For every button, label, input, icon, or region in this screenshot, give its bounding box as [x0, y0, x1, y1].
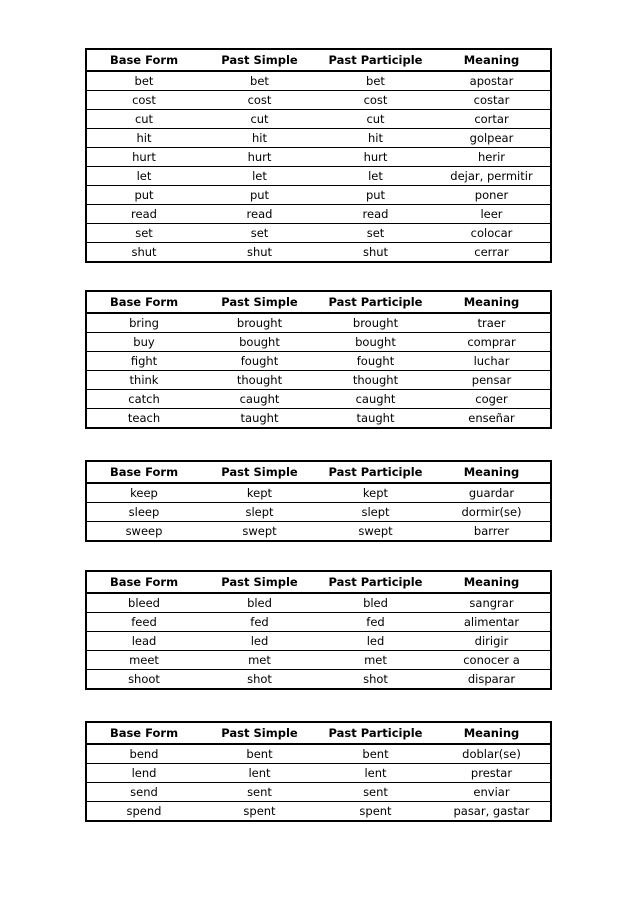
table-row	[86, 129, 551, 148]
header-past-participle: Past Participle	[318, 49, 433, 71]
meaning-cell: costar	[433, 91, 551, 110]
table-row	[86, 205, 551, 224]
meaning-cell: conocer a	[433, 651, 551, 670]
header-past-simple: Past Simple	[201, 49, 318, 71]
meaning-cell: enviar	[433, 783, 551, 802]
past-simple-cell: spent	[201, 802, 318, 822]
past-participle-cell: thought	[318, 371, 433, 390]
base-form-cell: cut	[86, 110, 201, 129]
table-row	[86, 632, 551, 651]
past-participle-cell: put	[318, 186, 433, 205]
past-participle-cell: sent	[318, 783, 433, 802]
past-participle-cell: hurt	[318, 148, 433, 167]
base-form-cell: set	[86, 224, 201, 243]
base-form-cell: spend	[86, 802, 201, 822]
past-participle-cell: met	[318, 651, 433, 670]
table-row	[86, 409, 551, 429]
header-meaning: Meaning	[433, 49, 551, 71]
past-participle-cell: set	[318, 224, 433, 243]
header-row	[86, 722, 551, 744]
past-simple-cell: sent	[201, 783, 318, 802]
base-form-cell: bend	[86, 744, 201, 764]
table-row	[86, 167, 551, 186]
header-base-form: Base Form	[86, 291, 201, 313]
past-simple-cell: put	[201, 186, 318, 205]
base-form-cell: teach	[86, 409, 201, 429]
header-meaning: Meaning	[433, 461, 551, 483]
meaning-cell: dormir(se)	[433, 503, 551, 522]
meaning-cell: coger	[433, 390, 551, 409]
header-past-simple: Past Simple	[201, 291, 318, 313]
past-simple-cell: thought	[201, 371, 318, 390]
meaning-cell: apostar	[433, 71, 551, 91]
table-row	[86, 613, 551, 632]
meaning-cell: guardar	[433, 483, 551, 503]
past-participle-cell: spent	[318, 802, 433, 822]
header-meaning: Meaning	[433, 722, 551, 744]
past-simple-cell: lent	[201, 764, 318, 783]
base-form-cell: send	[86, 783, 201, 802]
header-past-participle: Past Participle	[318, 461, 433, 483]
table-row	[86, 390, 551, 409]
base-form-cell: shut	[86, 243, 201, 263]
base-form-cell: let	[86, 167, 201, 186]
table-row	[86, 352, 551, 371]
meaning-cell: enseñar	[433, 409, 551, 429]
table-row	[86, 371, 551, 390]
base-form-cell: think	[86, 371, 201, 390]
base-form-cell: bet	[86, 71, 201, 91]
header-meaning: Meaning	[433, 291, 551, 313]
meaning-cell: prestar	[433, 764, 551, 783]
past-participle-cell: cost	[318, 91, 433, 110]
past-simple-cell: shot	[201, 670, 318, 690]
header-past-participle: Past Participle	[318, 571, 433, 593]
past-participle-cell: fought	[318, 352, 433, 371]
meaning-cell: disparar	[433, 670, 551, 690]
header-meaning: Meaning	[433, 571, 551, 593]
verb-table-1	[85, 48, 552, 263]
past-participle-cell: bled	[318, 593, 433, 613]
past-simple-cell: kept	[201, 483, 318, 503]
header-base-form: Base Form	[86, 722, 201, 744]
past-simple-cell: cut	[201, 110, 318, 129]
base-form-cell: feed	[86, 613, 201, 632]
base-form-cell: sweep	[86, 522, 201, 542]
base-form-cell: keep	[86, 483, 201, 503]
past-simple-cell: hit	[201, 129, 318, 148]
meaning-cell: alimentar	[433, 613, 551, 632]
table-row	[86, 522, 551, 542]
table-row	[86, 783, 551, 802]
past-simple-cell: bled	[201, 593, 318, 613]
past-participle-cell: bought	[318, 333, 433, 352]
past-simple-cell: slept	[201, 503, 318, 522]
meaning-cell: traer	[433, 313, 551, 333]
meaning-cell: luchar	[433, 352, 551, 371]
header-row	[86, 461, 551, 483]
past-participle-cell: cut	[318, 110, 433, 129]
base-form-cell: lead	[86, 632, 201, 651]
past-simple-cell: caught	[201, 390, 318, 409]
past-participle-cell: fed	[318, 613, 433, 632]
table-row	[86, 593, 551, 613]
base-form-cell: catch	[86, 390, 201, 409]
table-row	[86, 243, 551, 263]
meaning-cell: herir	[433, 148, 551, 167]
table-row	[86, 670, 551, 690]
base-form-cell: cost	[86, 91, 201, 110]
table-row	[86, 333, 551, 352]
base-form-cell: sleep	[86, 503, 201, 522]
base-form-cell: shoot	[86, 670, 201, 690]
header-past-simple: Past Simple	[201, 571, 318, 593]
past-participle-cell: bet	[318, 71, 433, 91]
table-row	[86, 802, 551, 822]
meaning-cell: pensar	[433, 371, 551, 390]
past-participle-cell: shut	[318, 243, 433, 263]
header-base-form: Base Form	[86, 49, 201, 71]
past-participle-cell: read	[318, 205, 433, 224]
past-participle-cell: slept	[318, 503, 433, 522]
table-row	[86, 71, 551, 91]
header-past-participle: Past Participle	[318, 291, 433, 313]
table-row	[86, 91, 551, 110]
table-row	[86, 313, 551, 333]
table-row	[86, 110, 551, 129]
base-form-cell: hurt	[86, 148, 201, 167]
base-form-cell: read	[86, 205, 201, 224]
meaning-cell: sangrar	[433, 593, 551, 613]
header-past-participle: Past Participle	[318, 722, 433, 744]
past-participle-cell: let	[318, 167, 433, 186]
past-participle-cell: hit	[318, 129, 433, 148]
past-participle-cell: lent	[318, 764, 433, 783]
meaning-cell: dirigir	[433, 632, 551, 651]
past-participle-cell: shot	[318, 670, 433, 690]
header-row	[86, 291, 551, 313]
verb-table-2	[85, 290, 552, 429]
base-form-cell: hit	[86, 129, 201, 148]
base-form-cell: bring	[86, 313, 201, 333]
past-simple-cell: swept	[201, 522, 318, 542]
past-simple-cell: fed	[201, 613, 318, 632]
past-participle-cell: brought	[318, 313, 433, 333]
past-simple-cell: set	[201, 224, 318, 243]
meaning-cell: poner	[433, 186, 551, 205]
table-row	[86, 764, 551, 783]
past-simple-cell: shut	[201, 243, 318, 263]
past-participle-cell: swept	[318, 522, 433, 542]
table-row	[86, 224, 551, 243]
meaning-cell: cerrar	[433, 243, 551, 263]
table-row	[86, 744, 551, 764]
past-participle-cell: kept	[318, 483, 433, 503]
meaning-cell: barrer	[433, 522, 551, 542]
meaning-cell: dejar, permitir	[433, 167, 551, 186]
meaning-cell: pasar, gastar	[433, 802, 551, 822]
base-form-cell: bleed	[86, 593, 201, 613]
past-simple-cell: cost	[201, 91, 318, 110]
base-form-cell: meet	[86, 651, 201, 670]
meaning-cell: golpear	[433, 129, 551, 148]
header-base-form: Base Form	[86, 461, 201, 483]
past-simple-cell: led	[201, 632, 318, 651]
meaning-cell: leer	[433, 205, 551, 224]
past-participle-cell: bent	[318, 744, 433, 764]
header-row	[86, 49, 551, 71]
base-form-cell: put	[86, 186, 201, 205]
verb-table-3	[85, 460, 552, 542]
header-past-simple: Past Simple	[201, 722, 318, 744]
meaning-cell: comprar	[433, 333, 551, 352]
past-participle-cell: caught	[318, 390, 433, 409]
header-past-simple: Past Simple	[201, 461, 318, 483]
header-row	[86, 571, 551, 593]
past-simple-cell: bent	[201, 744, 318, 764]
past-simple-cell: brought	[201, 313, 318, 333]
past-simple-cell: read	[201, 205, 318, 224]
table-row	[86, 651, 551, 670]
past-participle-cell: led	[318, 632, 433, 651]
meaning-cell: doblar(se)	[433, 744, 551, 764]
table-row	[86, 503, 551, 522]
table-row	[86, 483, 551, 503]
header-base-form: Base Form	[86, 571, 201, 593]
base-form-cell: lend	[86, 764, 201, 783]
past-simple-cell: bet	[201, 71, 318, 91]
meaning-cell: colocar	[433, 224, 551, 243]
base-form-cell: fight	[86, 352, 201, 371]
base-form-cell: buy	[86, 333, 201, 352]
table-row	[86, 186, 551, 205]
past-simple-cell: hurt	[201, 148, 318, 167]
past-participle-cell: taught	[318, 409, 433, 429]
verb-table-4	[85, 570, 552, 690]
past-simple-cell: fought	[201, 352, 318, 371]
past-simple-cell: bought	[201, 333, 318, 352]
past-simple-cell: taught	[201, 409, 318, 429]
verb-table-5	[85, 721, 552, 822]
past-simple-cell: met	[201, 651, 318, 670]
table-row	[86, 148, 551, 167]
meaning-cell: cortar	[433, 110, 551, 129]
past-simple-cell: let	[201, 167, 318, 186]
